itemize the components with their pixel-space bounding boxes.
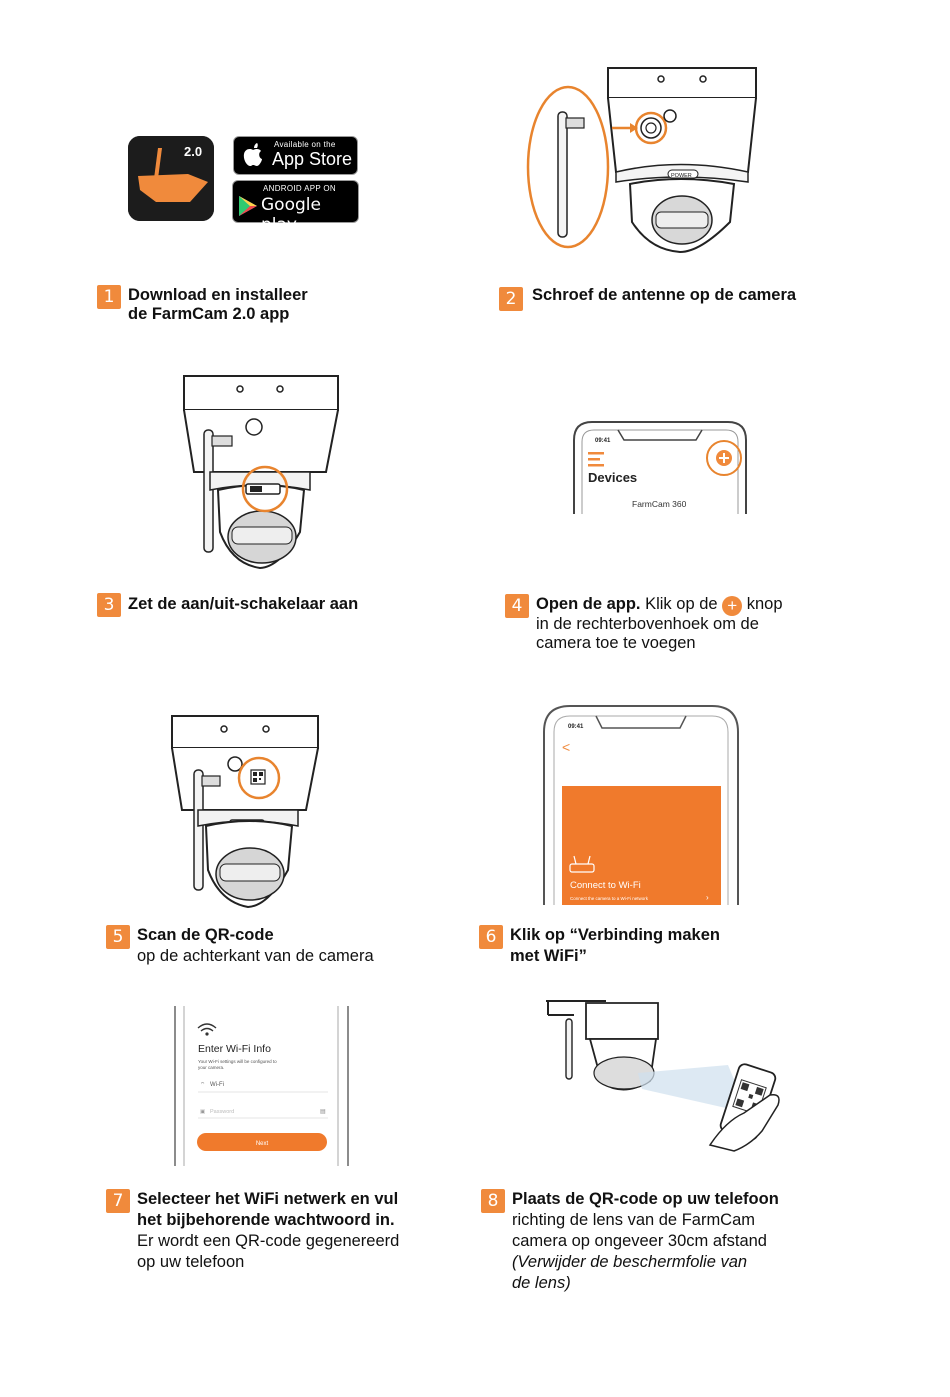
step-4-line-2: in de rechterbovenhoek om de	[536, 615, 759, 633]
phone-devices-illustration	[568, 418, 758, 518]
power-switch-illustration	[180, 372, 350, 577]
google-play-icon	[238, 195, 258, 217]
wifi-icon	[198, 1024, 216, 1036]
step-7-line-4: op uw telefoon	[137, 1253, 245, 1271]
step-number-4: 4	[505, 594, 529, 618]
step-number-1: 1	[97, 285, 121, 309]
wifi-info-desc-1: Your Wi-Fi settings will be configured to	[198, 1059, 277, 1064]
wifi-info-desc-2: your camera.	[198, 1065, 225, 1070]
connect-wifi-subtitle: Connect the camera to a Wi-Fi network	[570, 896, 649, 901]
step-5-line-2: op de achterkant van de camera	[137, 947, 374, 965]
next-button-label: Next	[255, 1141, 269, 1147]
step-8-line-1: Plaats de QR-code op uw telefoon	[512, 1190, 779, 1208]
app-store-small-text: Available on the	[274, 140, 336, 149]
step-number-3: 3	[97, 593, 121, 617]
inline-add-icon: +	[722, 596, 742, 616]
app-store-badge[interactable]	[233, 136, 358, 175]
card-chevron-icon: ›	[706, 893, 709, 902]
google-play-small-text: ANDROID APP ON	[263, 184, 336, 193]
step-7-line-3: Er wordt een QR-code gegenereerd	[137, 1232, 400, 1250]
wifi-info-title: Enter Wi-Fi Info	[198, 1043, 271, 1055]
step-4-bold: Open de app.	[536, 595, 641, 613]
qr-code-icon	[251, 770, 265, 784]
step-6-line-2: met WiFi”	[510, 947, 587, 965]
step-1-line-2: de FarmCam 2.0 app	[128, 305, 290, 323]
step-4-part-2: knop	[742, 595, 783, 613]
device-name: FarmCam 360	[632, 499, 687, 509]
step-8-line-3: camera op ongeveer 30cm afstand	[512, 1232, 767, 1250]
step-2-line-1: Schroef de antenne op de camera	[532, 286, 797, 304]
power-label: POWER	[671, 173, 692, 179]
step-4-line-1	[536, 594, 783, 616]
step-number-8: 8	[481, 1189, 505, 1213]
connect-wifi-title: Connect to Wi-Fi	[570, 880, 641, 891]
step-3-line-1: Zet de aan/uit-schakelaar aan	[128, 595, 359, 613]
step-number-2: 2	[499, 287, 523, 311]
step-8-line-2: richting de lens van de FarmCam	[512, 1211, 756, 1229]
qr-camera-illustration	[166, 712, 331, 912]
step-8-line-4: (Verwijder de beschermfolie van	[512, 1253, 748, 1271]
google-play-large-text: Google play	[261, 195, 321, 235]
wifi-field-icon: ⌔	[200, 1082, 206, 1088]
wifi-field-label[interactable]: Wi-Fi	[210, 1082, 224, 1088]
step-4-part-1: Klik op de	[640, 595, 723, 613]
app-store-large-text: App Store	[272, 149, 353, 169]
logo-version: 2.0	[184, 144, 203, 159]
wifi-info-illustration	[172, 1006, 352, 1168]
lock-icon: ▣	[200, 1109, 206, 1115]
farmcam-app-logo	[128, 136, 214, 221]
step-8-line-5: de lens)	[512, 1274, 571, 1292]
step-6-line-1: Klik op “Verbinding maken	[510, 926, 720, 944]
step-number-6: 6	[479, 925, 503, 949]
scan-qr-illustration	[538, 995, 788, 1155]
step-number-5: 5	[106, 925, 130, 949]
devices-time: 09:41	[595, 438, 611, 444]
password-field[interactable]: Password	[210, 1109, 235, 1115]
apple-icon	[242, 143, 264, 167]
step-1-line-1: Download en installeer	[128, 286, 308, 304]
show-password-icon[interactable]: ▤	[320, 1109, 326, 1115]
phone-wifi-illustration	[540, 702, 740, 907]
wifi-screen-time: 09:41	[568, 724, 584, 730]
antenna-camera-illustration	[520, 62, 770, 262]
step-7-line-1: Selecteer het WiFi netwerk en vul	[137, 1190, 399, 1208]
step-4-line-3: camera toe te voegen	[536, 634, 696, 652]
devices-title: Devices	[588, 470, 638, 485]
step-5-line-1: Scan de QR-code	[137, 926, 274, 944]
farmcam-logo-icon	[128, 136, 214, 221]
step-7-line-2: het bijbehorende wachtwoord in.	[137, 1211, 395, 1229]
back-chevron-icon[interactable]: <	[562, 739, 571, 755]
step-number-7: 7	[106, 1189, 130, 1213]
google-play-badge[interactable]	[232, 180, 359, 235]
